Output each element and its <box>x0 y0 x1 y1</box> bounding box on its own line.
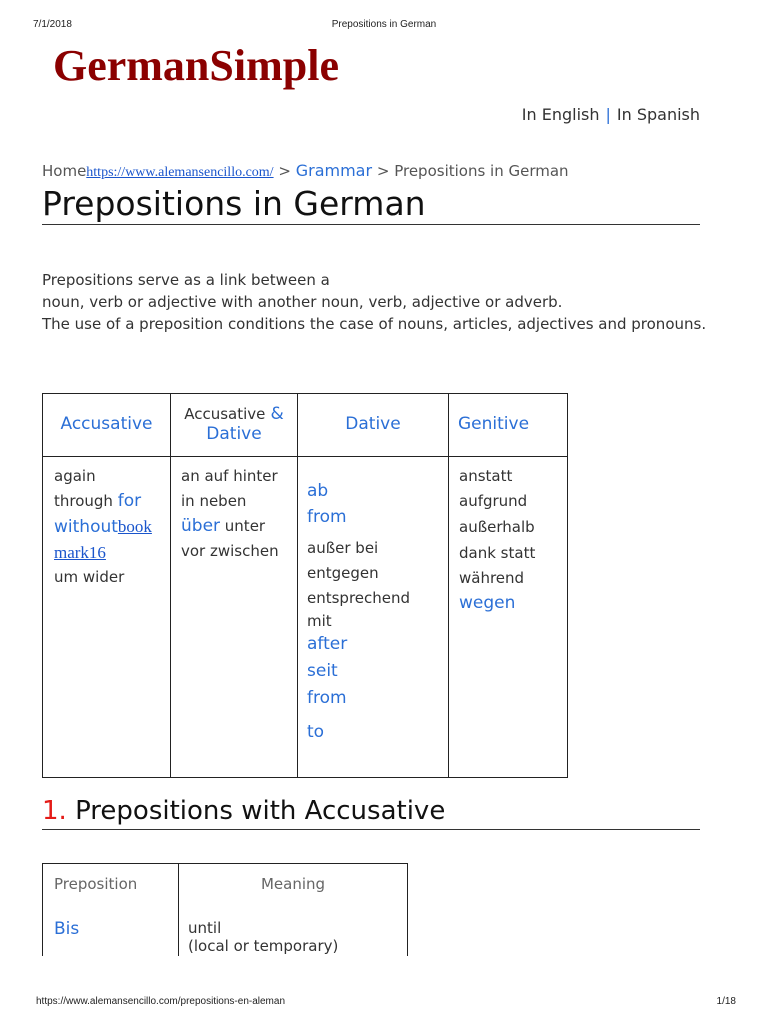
meaning-text: until <box>188 919 222 937</box>
language-switch <box>522 105 700 124</box>
cases-table <box>42 393 568 778</box>
breadcrumb-grammar[interactable]: Grammar <box>295 161 373 180</box>
breadcrumb-separator: > <box>376 162 390 180</box>
section-heading <box>42 796 445 826</box>
intro-line: noun, verb or adjective with another noun, verb, adjective or adverb. <box>42 293 563 311</box>
intro-line: Prepositions serve as a link between a <box>42 271 330 289</box>
section-number: 1. <box>42 796 67 826</box>
preposition-link[interactable]: after <box>307 634 348 654</box>
print-doc-title: Prepositions in German <box>331 19 437 30</box>
header-ampersand: & <box>270 404 284 424</box>
breadcrumb-home-url[interactable]: https://www.alemansencillo.com/ <box>86 165 274 180</box>
breadcrumb <box>42 161 569 181</box>
table-row-divider <box>43 456 567 457</box>
column-header-preposition: Preposition <box>54 875 138 893</box>
preposition-link[interactable]: ab <box>307 481 329 501</box>
preposition: dank statt <box>459 544 536 562</box>
print-date: 7/1/2018 <box>33 19 72 30</box>
preposition-link[interactable]: seit <box>307 661 338 681</box>
section-title: Prepositions with Accusative <box>75 796 446 826</box>
title-divider <box>42 224 700 225</box>
preposition-link[interactable]: to <box>307 722 325 742</box>
preposition: in neben <box>181 492 247 510</box>
preposition-link[interactable]: for <box>117 491 142 511</box>
preposition-link[interactable]: wegen <box>459 593 516 613</box>
meaning-table <box>42 863 408 956</box>
spanish-link[interactable]: In Spanish <box>616 105 700 124</box>
preposition-link[interactable]: from <box>307 688 347 708</box>
breadcrumb-home[interactable]: Home <box>42 162 87 180</box>
preposition: again <box>54 467 96 485</box>
preposition-link[interactable]: über <box>181 516 221 536</box>
bookmark-link[interactable]: mark16 <box>54 543 106 562</box>
section-divider <box>42 829 700 830</box>
preposition: aufgrund <box>459 492 528 510</box>
preposition: um wider <box>54 568 125 586</box>
preposition-link[interactable]: Bis <box>54 919 80 939</box>
table-column-divider <box>297 394 298 777</box>
table-column-divider <box>170 394 171 777</box>
header-dative: Dative <box>345 414 401 434</box>
preposition: unter <box>224 517 266 535</box>
preposition: through <box>54 492 113 510</box>
print-footer-url: https://www.alemansencillo.com/prepositions-en-aleman <box>36 996 286 1007</box>
acc-dat-column <box>181 464 297 564</box>
site-logo[interactable]: GermanSimple <box>53 41 339 90</box>
preposition-link[interactable]: from <box>307 507 347 527</box>
preposition: während <box>459 569 525 587</box>
accusative-column <box>54 464 170 590</box>
preposition: an auf hinter <box>181 467 278 485</box>
header-accusative-dative <box>171 404 297 444</box>
genitive-column <box>459 464 564 616</box>
page-title: Prepositions in German <box>42 184 426 223</box>
breadcrumb-current: Prepositions in German <box>394 162 569 180</box>
print-page-number: 1/18 <box>716 996 736 1007</box>
intro-text <box>42 269 722 335</box>
language-separator: | <box>605 105 611 124</box>
preposition: vor zwischen <box>181 542 279 560</box>
intro-line: The use of a preposition conditions the case of nouns, articles, adjectives and pronouns. <box>42 315 707 333</box>
dative-column <box>307 478 447 745</box>
preposition: mit <box>307 612 332 630</box>
bookmark-link[interactable]: book <box>117 517 152 536</box>
preposition: außerhalb <box>459 518 535 536</box>
preposition-link[interactable]: without <box>54 517 118 537</box>
breadcrumb-separator: > <box>278 162 291 180</box>
preposition: außer bei <box>307 539 379 557</box>
preposition: anstatt <box>459 467 513 485</box>
column-header-meaning: Meaning <box>260 875 326 893</box>
meaning-text: (local or temporary) <box>188 937 339 955</box>
header-accusative: Accusative <box>60 414 153 434</box>
english-link[interactable]: In English <box>521 105 600 124</box>
header-acc-dat-dative: Dative <box>206 424 262 444</box>
table-column-divider <box>448 394 449 777</box>
meaning-cell <box>188 919 338 955</box>
preposition: entgegen <box>307 564 379 582</box>
header-genitive: Genitive <box>458 414 530 434</box>
header-acc-dat-label: Accusative <box>184 405 266 423</box>
preposition: entsprechend <box>307 589 411 607</box>
